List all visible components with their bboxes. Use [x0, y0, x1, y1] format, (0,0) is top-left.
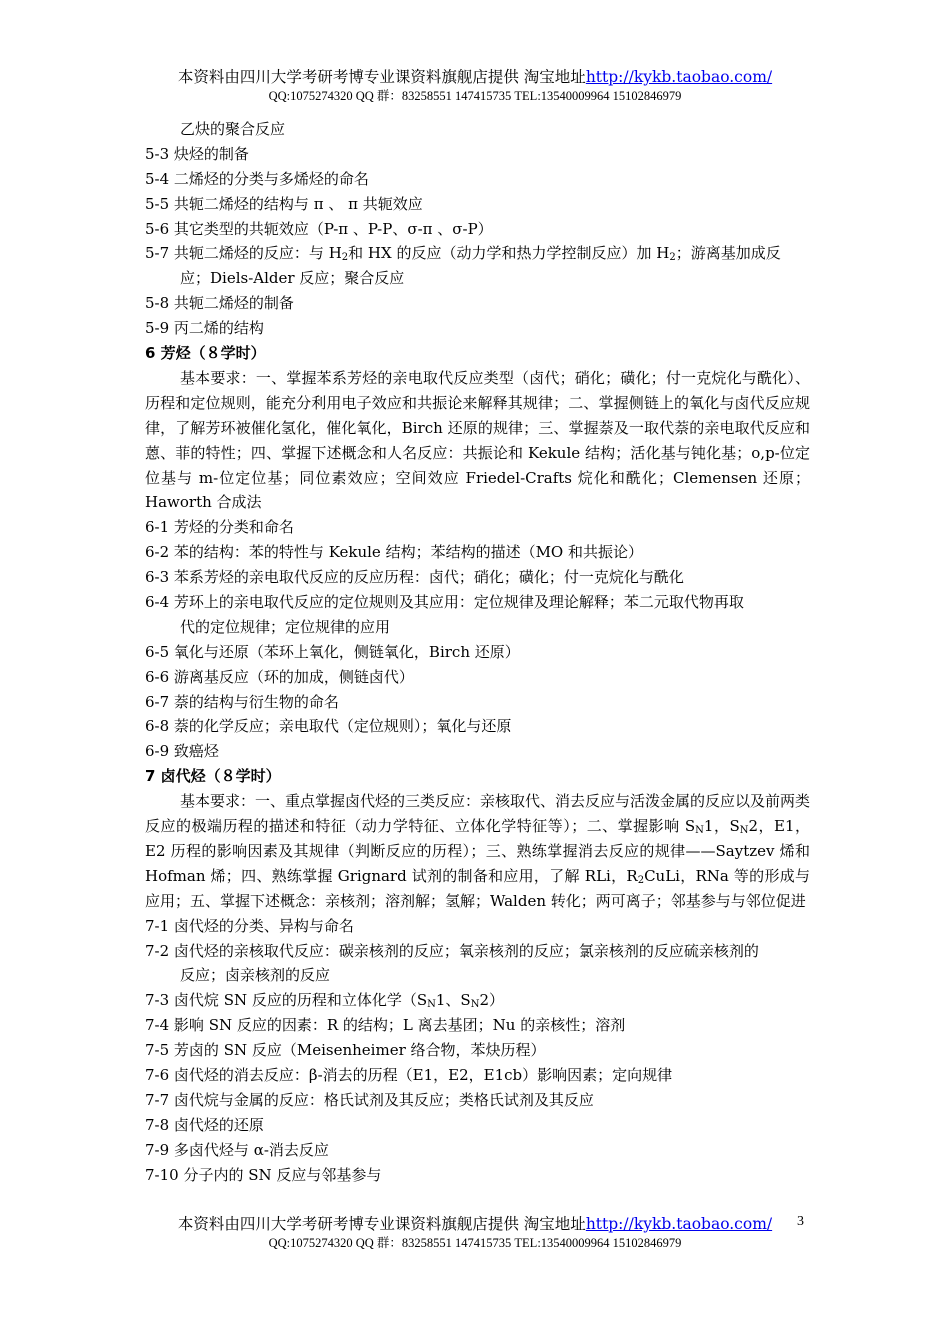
list-item: 5-6 其它类型的共轭效应（P-π 、P-P、σ-π 、σ-P）	[145, 219, 493, 238]
footer-shop-link[interactable]: http://kykb.taobao.com/	[585, 1215, 773, 1233]
header-contact-line: QQ:1075274320 QQ 群：83258551 147415735 TEL:13540009964 15102846979	[268, 89, 682, 103]
list-item: 6-2 苯的结构：苯的特性与 Kekule 结构；苯结构的描述（MO 和共振论）	[145, 543, 643, 562]
list-item: 5-3 炔烃的制备	[145, 144, 249, 163]
footer-source-line	[0, 1214, 950, 1234]
list-item: 应；Diels-Alder 反应；聚合反应	[180, 269, 405, 288]
list-item: 7-7 卤代烷与金属的反应：格氏试剂及其反应；类格氏试剂及其反应	[145, 1090, 594, 1109]
list-item: 5-7 共轭二烯烃的反应：与 $H_2$和 HX 的反应（动力学和热力学控制反应）加 $H_2$；游离基加成反	[145, 244, 781, 264]
list-item: 6-6 游离基反应（环的加成，侧链卤代）	[145, 667, 414, 686]
header-source-text: 本资料由四川大学考研考博专业课资料旗舰店提供 淘宝地址	[177, 68, 586, 86]
list-item: 7-2 卤代烃的亲核取代反应：碳亲核剂的反应；氧亲核剂的反应；氯亲核剂的反应硫亲核剂的	[145, 941, 759, 960]
footer-source-text: 本资料由四川大学考研考博专业课资料旗舰店提供 淘宝地址	[177, 1215, 586, 1233]
list-item: 5-5 共轭二烯烃的结构与 π 、 π 共轭效应	[145, 194, 423, 213]
requirements-paragraph: 基本要求：一、重点掌握卤代烃的三类反应：亲核取代、消去反应与活泼金属的反应以及前两类反应的极端历程的描述和特征（动力学特征、立体化学特征等）；二、掌握影响 $S_N1$，$S_N2$，E1，E2 历程的影响因素及其规律（判断反应的历程）；三、熟练掌握消去反应的规律——Saytzev 烯和 Hofman 烯；四、熟练掌握 Grignard 试剂的制备和应用，了解 RLi，$R_2CuLi$，RNa 等的形成与应用；五、掌握下述概念：亲核剂；溶剂解；氢解；Walden 转化；两可离子；邻基参与与邻位促进	[145, 792, 811, 910]
section-heading: 6 芳烃（８学时）	[145, 344, 266, 363]
list-item: 7-6 卤代烃的消去反应：β-消去的历程（E1，E2，E1cb）影响因素；定向规律	[145, 1066, 673, 1085]
section-heading: 7 卤代烃（８学时）	[145, 767, 281, 786]
list-item: 6-5 氧化与还原（苯环上氧化，侧链氧化，Birch 还原）	[145, 642, 520, 661]
list-item: 5-8 共轭二烯烃的制备	[145, 294, 294, 313]
list-item: 7-4 影响 SN 反应的因素：R 的结构；L 离去基团；Nu 的亲核性；溶剂	[145, 1016, 626, 1035]
document-body	[145, 117, 810, 1187]
list-item: 7-10 分子内的 SN 反应与邻基参与	[145, 1165, 382, 1184]
list-item: 7-9 多卤代烃与 α-消去反应	[145, 1140, 329, 1159]
list-item: 反应；卤亲核剂的反应	[180, 966, 331, 985]
list-item: 代的定位规律；定位规律的应用	[180, 617, 391, 636]
list-item: 7-3 卤代烷 SN 反应的历程和立体化学（$S_N1$、$S_N2$）	[145, 991, 505, 1011]
header-source-line	[0, 67, 950, 87]
list-item: 乙炔的聚合反应	[180, 120, 286, 138]
list-item: 6-3 苯系芳烃的亲电取代反应的反应历程：卤代；硝化；磺化；付一克烷化与酰化	[145, 568, 684, 587]
list-item: 6-7 萘的结构与衍生物的命名	[145, 692, 339, 711]
list-item: 5-9 丙二烯的结构	[145, 319, 264, 338]
list-item: 7-5 芳卤的 SN 反应（Meisenheimer 络合物，苯炔历程）	[145, 1041, 546, 1060]
list-item: 7-1 卤代烃的分类、异构与命名	[145, 916, 354, 935]
header-shop-link[interactable]: http://kykb.taobao.com/	[585, 68, 773, 86]
list-item: 7-8 卤代烃的还原	[145, 1115, 264, 1134]
list-item: 6-9 致癌烃	[145, 742, 219, 761]
list-item: 6-8 萘的化学反应；亲电取代（定位规则）；氧化与还原	[145, 717, 512, 736]
list-item: 6-4 芳环上的亲电取代反应的定位规则及其应用：定位规律及理论解释；苯二元取代物再取	[145, 593, 744, 612]
page-number: 3	[797, 1214, 804, 1229]
list-item: 5-4 二烯烃的分类与多烯烃的命名	[145, 169, 369, 188]
requirements-paragraph: 基本要求：一、掌握苯系芳烃的亲电取代反应类型（卤代；硝化；磺化；付一克烷化与酰化）、历程和定位规则，能充分利用电子效应和共振论来解释其规律；二、掌握侧链上的氧化与卤代反应规律，了解芳环被催化氢化，催化氧化，Birch 还原的规律；三、掌握萘及一取代萘的亲电取代反应和蒽、菲的特性；四、掌握下述概念和人名反应：共振论和 Kekule 结构；活化基与钝化基；o,p-位定位基与 m-位定位基；同位素效应；空间效应 Friedel-Crafts 烷化和酰化；Clemensen 还原；Haworth 合成法	[145, 368, 810, 512]
list-item: 6-1 芳烃的分类和命名	[145, 518, 294, 537]
footer-contact-line: QQ:1075274320 QQ 群：83258551 147415735 TEL:13540009964 15102846979	[268, 1236, 682, 1250]
